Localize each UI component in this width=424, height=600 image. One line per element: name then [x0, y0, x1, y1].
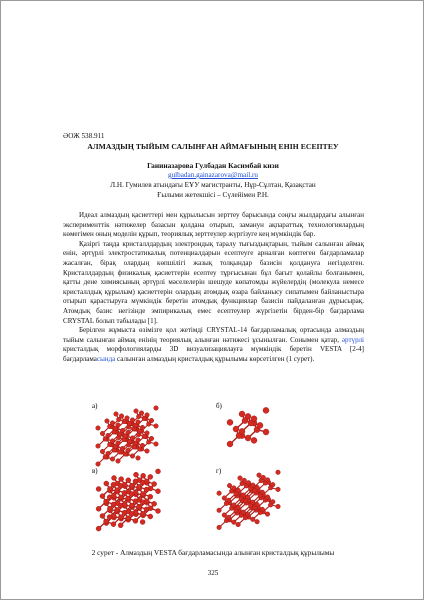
atom: [246, 480, 251, 485]
atom: [126, 478, 131, 483]
atom: [140, 425, 145, 430]
atom: [133, 499, 138, 504]
atom: [245, 435, 251, 441]
atom: [126, 448, 131, 453]
atom: [119, 477, 124, 482]
atom: [232, 503, 237, 508]
atom: [120, 428, 125, 433]
atom: [100, 513, 105, 518]
atom: [137, 484, 142, 489]
atom: [217, 508, 222, 513]
atom: [110, 421, 115, 426]
atom: [136, 456, 141, 461]
atom: [156, 509, 161, 514]
atom: [276, 487, 281, 492]
atom: [276, 504, 281, 509]
crystal-structure-svg: [88, 398, 338, 534]
atom: [276, 470, 281, 475]
atom: [232, 486, 237, 491]
atom: [96, 462, 101, 467]
paragraph-3-part-c: салынған алмаздың кристалдық құрылымы көрсетілген (1 сурет).: [115, 354, 315, 363]
author-email-link[interactable]: gulbadan.gainazarova@mail.ru: [167, 171, 259, 179]
atom: [139, 411, 144, 416]
atom: [226, 498, 231, 503]
atom: [116, 423, 121, 428]
paper-title: АЛМАЗДЫҢ ТЫЙЫМ САЛЫНҒАН АЙМАҒЫНЫҢ ЕНІН ЕСЕПТЕУ: [87, 142, 339, 151]
paragraph-3-part-a: Берілген жұмыста өзімізге қол жетімді CRYSTAL-14 бағдарламалық ортасында алмаздың тыйым салынған аймақ енінің теориялық алынған нәтижесі ұсынылған. Сонымен қатар,: [63, 326, 364, 344]
atom: [96, 526, 101, 531]
atom: [154, 442, 159, 447]
atom: [148, 494, 153, 499]
atom: [251, 483, 256, 488]
atom: [265, 512, 270, 517]
atom: [251, 500, 256, 505]
atom: [111, 522, 116, 527]
atom: [217, 491, 222, 496]
atom: [126, 430, 131, 435]
paragraph-3-highlight-2: сында: [96, 354, 116, 363]
atom: [118, 483, 123, 488]
atom: [112, 476, 117, 481]
atom: [245, 495, 250, 500]
paragraph-3-part-b: кристалдық морфологияларды 3D визуализациялауға мүмкіндік беретін VESTA [2-4] бағдарлама: [63, 345, 364, 363]
atom: [96, 444, 101, 449]
panel-label-a: a): [92, 402, 98, 410]
crystal-structure-figure: [88, 398, 338, 534]
atom: [255, 485, 260, 490]
atom: [110, 439, 115, 444]
atom: [217, 525, 222, 530]
atom: [134, 472, 139, 477]
atom: [129, 511, 134, 516]
atom: [233, 426, 239, 432]
atom: [251, 416, 257, 422]
atom: [263, 429, 269, 435]
atom: [118, 503, 123, 508]
atom: [148, 514, 153, 519]
atom: [149, 436, 154, 441]
atom: [106, 451, 111, 456]
atom: [107, 495, 112, 500]
atom: [118, 495, 123, 500]
atom: [149, 418, 154, 423]
atom: [133, 518, 138, 523]
atom: [239, 411, 245, 417]
atom: [100, 449, 105, 454]
atom: [107, 515, 112, 520]
atom: [140, 480, 145, 485]
atom: [104, 499, 109, 504]
atom: [140, 511, 145, 516]
atom: [222, 496, 227, 501]
panel-label-d: г): [216, 467, 222, 475]
paragraph-1: Идеал алмаздың қасиеттері мен құрылысын зерттеу барысында соңғы жылдардағы алынған эксперименттік нәтижелер базасын қолдана отырып, заманун ақпараттық технологиялардың көмегімен оның моделін құрып, теориялық зерттеулер жүргізуге кең мүмкіндік бар.: [63, 211, 364, 239]
atom: [130, 436, 135, 441]
atom: [116, 441, 121, 446]
atom: [115, 488, 120, 493]
atom: [107, 487, 112, 492]
atom: [111, 482, 116, 487]
paragraph-3: [63, 326, 364, 364]
atom: [122, 510, 127, 515]
atom: [118, 515, 123, 520]
atom: [227, 441, 233, 447]
atom: [152, 482, 157, 487]
atom: [236, 522, 241, 527]
atom: [226, 515, 231, 520]
atom: [114, 412, 119, 417]
atom: [96, 506, 101, 511]
atom: [227, 483, 232, 488]
atom: [156, 489, 161, 494]
atom: [116, 459, 121, 464]
atom: [255, 519, 260, 524]
author-name: Ганиназарова Гулбадан Касимбай кизи: [147, 161, 279, 170]
atom: [152, 501, 157, 506]
atom: [260, 507, 265, 512]
author-affiliation: Л.Н. Гумилев атындағы ЕҰУ магистранты, Нұр-Сұлтан, Қазақстан: [110, 181, 316, 189]
atom: [134, 409, 139, 414]
atom: [129, 491, 134, 496]
atom: [106, 433, 111, 438]
atom: [137, 504, 142, 509]
atom: [145, 413, 150, 418]
atom: [255, 502, 260, 507]
atom: [100, 431, 105, 436]
paragraph-2: Қазіргі таңда кристаллдардың электрондық таралу тығыздықтарын, тыйым салынған аймақ енін, әртүрлі электростатикалық потенциалдарын есептеуге арналған көптеген бағдарламалар жасалған, бірақ олардың көпшілігі жазық толқындар базисін қолдануға негізделген. Кристаллдардың физикалық қасиеттерін есептеу тұрғысынан бұл бағыт қолайлы болғанымен, қатты дене химиясының әртүрлі мәселелерін шешуде көпатомды жүйелердің (молекула немесе кристаллдық құрылым) қасиеттерін олардың атомдық өзара байланысу сипатымен байланыстыра отырып қарастыруға мүмкіндік беретін атомдық функциялар базисін пайдаланған дұрысырақ. Атомдық базис негізінде эмпирикалық емес есептеулер жүргізетін бірден-бір бағдарлама CRYSTAL болып табылады [1].: [63, 239, 364, 325]
atom: [257, 473, 262, 478]
atom: [125, 416, 130, 421]
body-text: [63, 211, 364, 365]
atom: [270, 482, 275, 487]
atom: [120, 446, 125, 451]
atom: [144, 507, 149, 512]
atom: [140, 491, 145, 496]
atom: [260, 490, 265, 495]
atom: [141, 473, 146, 478]
atom: [145, 449, 150, 454]
atom: [263, 407, 269, 413]
atom: [257, 422, 263, 428]
atom: [104, 519, 109, 524]
atom: [140, 520, 145, 525]
figure-caption: 2 сурет - Алмаздың VESTA бағдарламасында алынған кристалдық құрылымы: [91, 548, 335, 557]
atom: [105, 419, 110, 424]
atom: [265, 478, 270, 483]
atom: [107, 506, 112, 511]
atom: [245, 413, 251, 419]
atom: [251, 437, 257, 443]
atom: [148, 474, 153, 479]
atom: [136, 438, 141, 443]
atom: [133, 479, 138, 484]
atom: [236, 505, 241, 510]
atom: [96, 487, 101, 492]
atom: [245, 512, 250, 517]
atom: [122, 490, 127, 495]
atom: [238, 476, 243, 481]
atom: [126, 496, 131, 501]
paragraph-3-highlight-1: әртүрлі: [341, 335, 364, 344]
atom: [118, 523, 123, 528]
atom: [227, 419, 233, 425]
atom: [104, 481, 109, 486]
atom: [241, 510, 246, 515]
atom: [130, 418, 135, 423]
atom: [154, 424, 159, 429]
atom: [236, 488, 241, 493]
panel-label-b: б): [216, 402, 222, 410]
atom: [265, 495, 270, 500]
atom: [145, 431, 150, 436]
atom: [261, 475, 266, 480]
atom: [239, 428, 245, 434]
atom: [251, 517, 256, 522]
atom: [111, 502, 116, 507]
atom: [129, 483, 134, 488]
atom: [130, 454, 135, 459]
atom: [119, 414, 124, 419]
atom: [126, 516, 131, 521]
atom: [129, 503, 134, 508]
atom: [242, 478, 247, 483]
crystal-panels: [96, 406, 281, 531]
atom: [96, 426, 101, 431]
atom: [136, 420, 141, 425]
panel-label-c: в): [92, 467, 98, 475]
atom: [100, 494, 105, 499]
atom: [144, 487, 149, 492]
atom: [110, 457, 115, 462]
atom: [241, 493, 246, 498]
atom: [140, 500, 145, 505]
atom: [115, 507, 120, 512]
atom: [232, 520, 237, 525]
atom: [156, 469, 161, 474]
udc-code: ӘОЖ 538.911: [63, 132, 105, 140]
atom: [140, 443, 145, 448]
supervisor-line: Ғылыми жетекшісі – Сүлейімен Р.Н.: [157, 191, 269, 199]
atom: [222, 513, 227, 518]
atom: [154, 406, 159, 411]
page-number: 325: [207, 569, 219, 577]
atom: [270, 499, 275, 504]
